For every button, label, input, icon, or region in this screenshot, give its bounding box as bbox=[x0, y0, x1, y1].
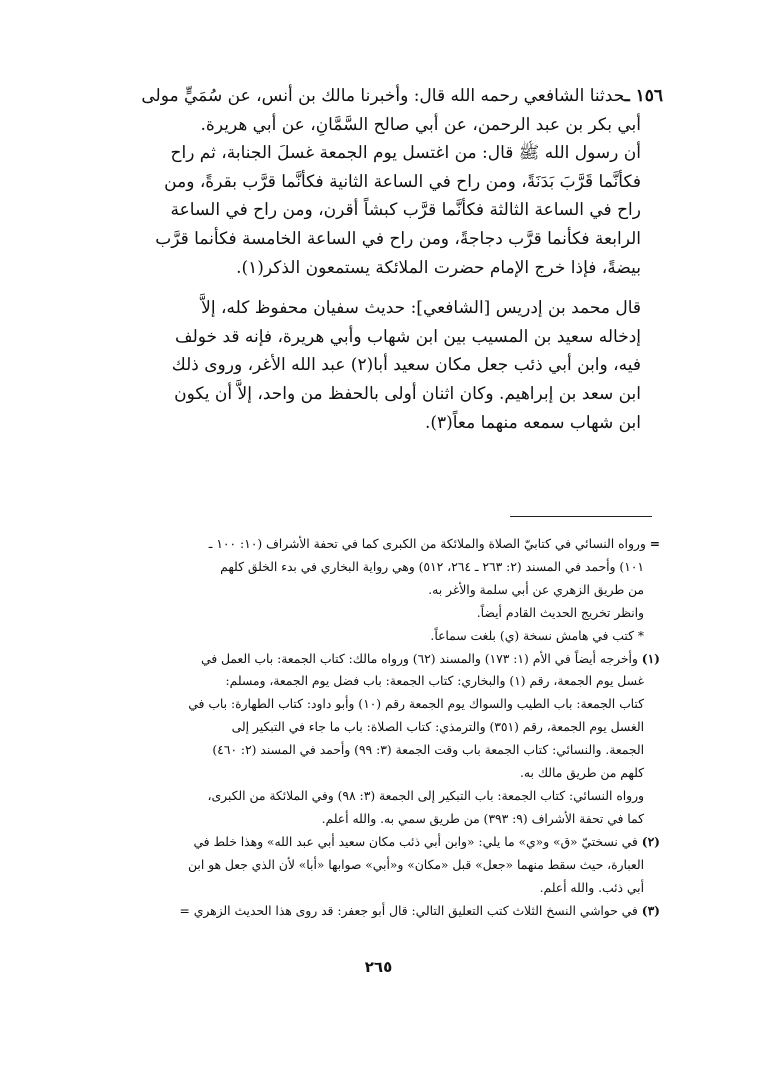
footnotes bbox=[100, 533, 660, 922]
footnote-line bbox=[100, 831, 660, 854]
footnote-mark: (٢) bbox=[641, 833, 660, 849]
hadith-line: راح في الساعة الثالثة فكأنَّما قرَّب كبشاً أقرن، ومن راح في الساعة bbox=[170, 200, 641, 221]
footnote-line: كلهم من طريق مالك به. bbox=[520, 766, 644, 781]
hadith-156 bbox=[88, 82, 663, 282]
footnote-line-text: ورواه النسائي في كتابيّ الصلاة والملائكة من الكبرى كما في تحفة الأشراف (١٠: ١٠٠ ـ bbox=[208, 537, 646, 551]
continuation-mark: = bbox=[649, 536, 660, 551]
hadith-line: أن رسول الله ﷺ قال: من اغتسل يوم الجمعة غسلَ الجنابة، ثم راح bbox=[170, 143, 641, 164]
shafii-comment bbox=[88, 294, 663, 437]
main-text bbox=[88, 82, 663, 437]
hadith-line: أبي بكر بن عبد الرحمن، عن أبي صالح السَّمَّانِ، عن أبي هريرة. bbox=[200, 114, 641, 135]
footnote-line bbox=[100, 900, 660, 923]
footnote-line: وانظر تخريج الحديث القادم أيضاً. bbox=[476, 605, 644, 620]
footnote-line: من طريق الزهري عن أبي سلمة والأغر به. bbox=[428, 582, 644, 597]
footnote-line-text: في نسختيّ «ق» و«ي» ما يلي: «وابن أبي ذئب مكان سعيد أبي عبد الله» وهذا خلط في bbox=[193, 834, 638, 849]
footnote-line bbox=[100, 648, 660, 671]
footnote-line: العبارة، حيث سقط منهما «جعل» قبل «مكان» و«أبي» صوابها «أبا» لأن الذي جعل هو ابن bbox=[188, 857, 644, 872]
hadith-line: فكأنَّما قَرَّبَ بَدَنَةً، ومن راح في الساعة الثانية فكأنَّما قرَّب بقرةً، ومن bbox=[164, 171, 641, 192]
footnote-3 bbox=[100, 900, 660, 923]
hadith-line bbox=[88, 82, 663, 111]
footnote-mark: (١) bbox=[641, 650, 660, 666]
footnote-line: أبي ذئب. والله أعلم. bbox=[539, 880, 644, 895]
footnote-line: الغسل يوم الجمعة، رقم (٣٥١) والترمذي: كتاب الصلاة: باب ما جاء في التبكير إلى bbox=[231, 720, 644, 735]
comment-line: إدخاله سعيد بن المسيب بين ابن شهاب وأبي هريرة، فإنه قد خولف bbox=[174, 326, 641, 347]
footnote-line: ١٠١) وأحمد في المسند (٢: ٢٦٣ ـ ٢٦٤، ٥١٢) وهي رواية البخاري في بدء الخلق كلهم bbox=[220, 559, 644, 574]
comment-line: ابن شهاب سمعه منهما معاً(٣). bbox=[424, 412, 641, 433]
footnote-line-text: وأخرجه أيضاً في الأم (١: ١٧٣) والمسند (٦٢) ورواه مالك: كتاب الجمعة: باب العمل في bbox=[200, 651, 638, 666]
comment-line: قال محمد بن إدريس [الشافعي]: حديث سفيان محفوظ كله، إلاَّ bbox=[201, 298, 641, 319]
footnote-mark: (٣) bbox=[641, 902, 660, 918]
comment-line: ابن سعد بن إبراهيم. وكان اثنان أولى بالحفظ من واحد، إلاَّ أن يكون bbox=[174, 383, 641, 404]
footnote-line: غسل يوم الجمعة، رقم (١) والبخاري: كتاب الجمعة: باب فضل يوم الجمعة، ومسلم: bbox=[225, 674, 644, 689]
hadith-line-text: حدثنا الشافعي رحمه الله قال: وأخبرنا مالك بن أنس، عن سُمَيٍّ مولى bbox=[141, 86, 625, 106]
footnote-line: كما في تحفة الأشراف (٩: ٣٩٣) من طريق سمي به. والله أعلم. bbox=[321, 811, 644, 826]
footnote-line: الجمعة. والنسائي: كتاب الجمعة باب وقت الجمعة (٣: ٩٩) وأحمد في المسند (٢: ٤٦٠) bbox=[212, 743, 644, 758]
footnote-line: ورواه النسائي: كتاب الجمعة: باب التبكير إلى الجمعة (٣: ٩٨) وفي الملائكة من الكبرى، bbox=[207, 788, 644, 803]
hadith-number: ١٥٦ ـ bbox=[624, 86, 663, 106]
hadith-line: الرابعة فكأنما قرَّب دجاجةً، ومن راح في الساعة الخامسة فكأنما قرَّب bbox=[155, 228, 641, 249]
hadith-line: بيضةً، فإذا خرج الإمام حضرت الملائكة يستمعون الذكر(١). bbox=[236, 257, 641, 278]
footnote-1 bbox=[100, 648, 660, 831]
footnote-continued bbox=[100, 533, 660, 625]
comment-line: فيه، وابن أبي ذئب جعل مكان سعيد أبا(٢) عبد الله الأغر، وروى ذلك bbox=[171, 355, 641, 376]
footnote-separator bbox=[510, 516, 652, 517]
footnote-line: كتاب الجمعة: باب الطيب والسواك يوم الجمعة رقم (١٠) وأبو داود: كتاب الطهارة: باب في bbox=[188, 697, 644, 712]
page-number: ٢٦٥ bbox=[364, 958, 393, 976]
footnote-2 bbox=[100, 831, 660, 900]
footnote-line bbox=[100, 533, 660, 556]
footnote-line-text: في حواشي النسخ الثلاث كتب التعليق التالي: قال أبو جعفر: قد روى هذا الحديث الزهري = bbox=[179, 903, 638, 918]
footnote-star: * كتب في هامش نسخة (ي) بلغت سماعاً. bbox=[430, 628, 644, 643]
